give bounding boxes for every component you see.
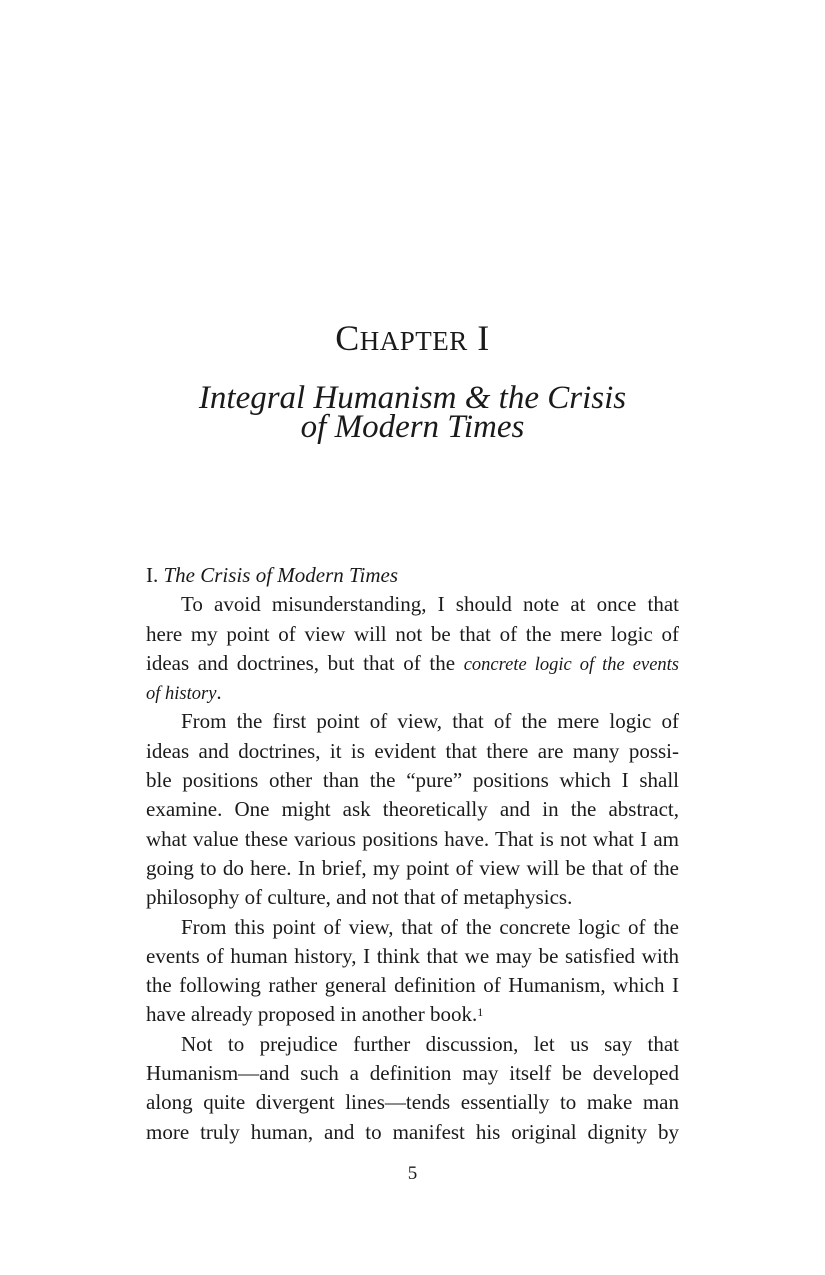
text-line: along quite divergent lines—tends essentially to make man bbox=[146, 1090, 679, 1115]
text-line: To avoid misunderstanding, I should note at once that bbox=[181, 592, 679, 617]
text-run: have already proposed in another book. bbox=[146, 1002, 478, 1027]
text-line: events of human history, I think that we may be satisfied with bbox=[146, 943, 679, 968]
page-number: 5 bbox=[407, 1163, 418, 1184]
text-line: From the first point of view, that of the mere logic of bbox=[181, 709, 679, 734]
body-text bbox=[146, 561, 679, 1147]
text-line: examine. One might ask theoretically and in the abstract, bbox=[146, 797, 679, 822]
text-line: ble positions other than the “pure” positions which I shall bbox=[146, 768, 679, 793]
chapter-label bbox=[0, 314, 825, 365]
text-line: Not to prejudice further discussion, let us say that bbox=[181, 1031, 679, 1056]
text-run: . bbox=[216, 680, 222, 705]
text-run: ideas and doctrines, but that of the bbox=[146, 650, 464, 675]
footnote-marker[interactable]: 1 bbox=[477, 1005, 484, 1020]
paragraph bbox=[146, 590, 679, 707]
text-line bbox=[146, 649, 679, 678]
text-line: Humanism—and such a definition may itself be developed bbox=[146, 1061, 679, 1086]
text-line: From this point of view, that of the concrete logic of the bbox=[181, 914, 679, 939]
chapter-label-initial: C bbox=[335, 318, 360, 358]
chapter-title bbox=[0, 377, 825, 446]
chapter-label-smallcaps: HAPTER bbox=[359, 326, 468, 356]
paragraph bbox=[146, 707, 679, 912]
text-line bbox=[146, 678, 679, 707]
chapter-numeral: I bbox=[477, 318, 490, 358]
chapter-title-line: Integral Humanism & the Crisis bbox=[198, 380, 627, 416]
emphasis-run: concrete logic of the events bbox=[463, 654, 679, 675]
text-line: here my point of view will not be that of the mere logic of bbox=[146, 621, 679, 646]
chapter-title-line: of Modern Times bbox=[300, 409, 525, 446]
section-number: I. bbox=[146, 563, 159, 587]
text-line: philosophy of culture, and not that of metaphysics. bbox=[146, 885, 573, 910]
text-line: more truly human, and to manifest his original dignity by bbox=[146, 1119, 679, 1144]
paragraph bbox=[146, 1030, 679, 1147]
section-heading bbox=[146, 561, 679, 590]
section-title: The Crisis of Modern Times bbox=[163, 563, 399, 587]
emphasis-run: of history bbox=[146, 684, 217, 705]
text-line: what value these various positions have. That is not what I am bbox=[146, 826, 679, 851]
text-line: the following rather general definition of Humanism, which I bbox=[146, 973, 679, 998]
text-line: going to do here. In brief, my point of view will be that of the bbox=[146, 855, 679, 880]
text-line: ideas and doctrines, it is evident that there are many possi- bbox=[146, 738, 679, 763]
paragraph bbox=[146, 913, 679, 1030]
text-line bbox=[146, 1000, 679, 1029]
